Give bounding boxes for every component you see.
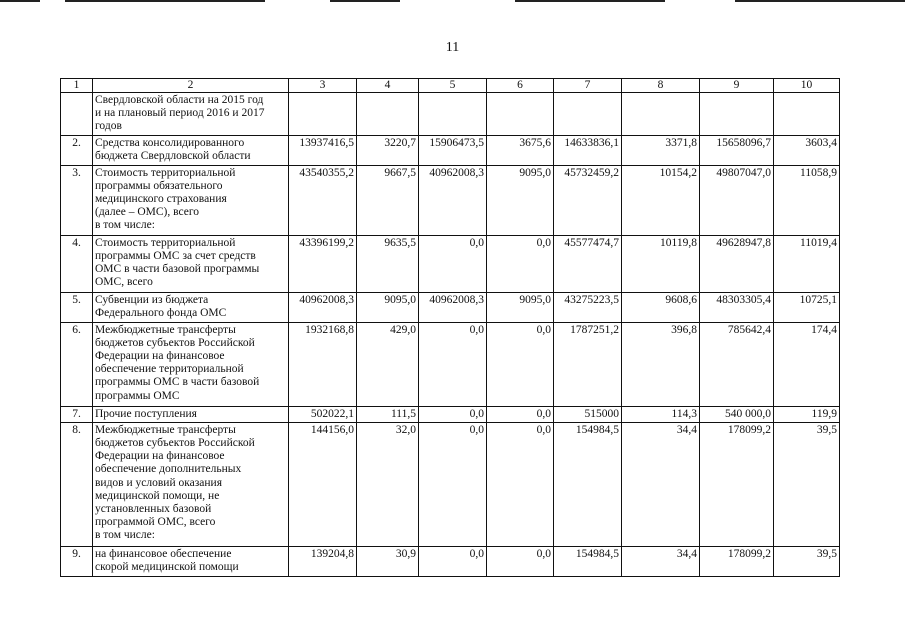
value-cell: 34,4 bbox=[622, 422, 700, 546]
table-row bbox=[61, 292, 840, 322]
value-cell: 45577474,7 bbox=[554, 235, 622, 292]
row-number bbox=[61, 93, 93, 136]
value-cell: 154984,5 bbox=[554, 422, 622, 546]
value-cell: 0,0 bbox=[487, 406, 554, 422]
value-cell: 3371,8 bbox=[622, 135, 700, 165]
value-cell: 49628947,8 bbox=[700, 235, 774, 292]
row-number: 8. bbox=[61, 422, 93, 546]
value-cell: 0,0 bbox=[419, 322, 487, 406]
value-cell: 11019,4 bbox=[774, 235, 840, 292]
scan-top-edge bbox=[0, 0, 905, 3]
table-row bbox=[61, 422, 840, 546]
value-cell: 10119,8 bbox=[622, 235, 700, 292]
value-cell bbox=[774, 93, 840, 136]
budget-table bbox=[60, 78, 840, 577]
row-number: 3. bbox=[61, 165, 93, 235]
value-cell: 30,9 bbox=[357, 546, 419, 576]
table-row bbox=[61, 546, 840, 576]
table-row bbox=[61, 165, 840, 235]
value-cell bbox=[419, 93, 487, 136]
header-cell: 10 bbox=[774, 79, 840, 93]
header-cell: 1 bbox=[61, 79, 93, 93]
value-cell: 139204,8 bbox=[289, 546, 357, 576]
value-cell: 40962008,3 bbox=[419, 292, 487, 322]
value-cell: 9635,5 bbox=[357, 235, 419, 292]
value-cell: 45732459,2 bbox=[554, 165, 622, 235]
value-cell: 0,0 bbox=[419, 422, 487, 546]
value-cell: 3675,6 bbox=[487, 135, 554, 165]
header-cell: 8 bbox=[622, 79, 700, 93]
value-cell: 178099,2 bbox=[700, 422, 774, 546]
row-description: Межбюджетные трансферты бюджетов субъектов Российской Федерации на финансовое обеспечение территориальной программы ОМС в части базовой программы ОМС bbox=[93, 322, 289, 406]
header-cell: 6 bbox=[487, 79, 554, 93]
row-number: 7. bbox=[61, 406, 93, 422]
row-number: 6. bbox=[61, 322, 93, 406]
table-row bbox=[61, 322, 840, 406]
value-cell: 0,0 bbox=[487, 546, 554, 576]
table-row bbox=[61, 135, 840, 165]
value-cell: 43540355,2 bbox=[289, 165, 357, 235]
value-cell: 34,4 bbox=[622, 546, 700, 576]
row-description: Межбюджетные трансферты бюджетов субъектов Российской Федерации на финансовое обеспечение дополнительных видов и условий оказания медицинской помощи, не установленных базовой программой ОМС, всего в том числе: bbox=[93, 422, 289, 546]
value-cell: 15906473,5 bbox=[419, 135, 487, 165]
value-cell: 13937416,5 bbox=[289, 135, 357, 165]
value-cell: 48303305,4 bbox=[700, 292, 774, 322]
value-cell: 11058,9 bbox=[774, 165, 840, 235]
row-description: Стоимость территориальной программы обязательного медицинского страхования (далее – ОМС), всего в том числе: bbox=[93, 165, 289, 235]
value-cell: 540 000,0 bbox=[700, 406, 774, 422]
value-cell: 40962008,3 bbox=[419, 165, 487, 235]
value-cell: 32,0 bbox=[357, 422, 419, 546]
value-cell: 502022,1 bbox=[289, 406, 357, 422]
value-cell: 39,5 bbox=[774, 422, 840, 546]
value-cell: 9095,0 bbox=[357, 292, 419, 322]
value-cell bbox=[700, 93, 774, 136]
row-number: 5. bbox=[61, 292, 93, 322]
page-number: 11 bbox=[445, 40, 460, 55]
row-number: 2. bbox=[61, 135, 93, 165]
table-row bbox=[61, 93, 840, 136]
value-cell: 9667,5 bbox=[357, 165, 419, 235]
header-cell: 4 bbox=[357, 79, 419, 93]
value-cell: 43396199,2 bbox=[289, 235, 357, 292]
header-row bbox=[61, 79, 840, 93]
row-description: Средства консолидированного бюджета Свердловской области bbox=[93, 135, 289, 165]
value-cell: 3220,7 bbox=[357, 135, 419, 165]
value-cell: 0,0 bbox=[487, 235, 554, 292]
value-cell: 15658096,7 bbox=[700, 135, 774, 165]
value-cell: 10725,1 bbox=[774, 292, 840, 322]
value-cell: 119,9 bbox=[774, 406, 840, 422]
row-number: 4. bbox=[61, 235, 93, 292]
row-description: Стоимость территориальной программы ОМС за счет средств ОМС в части базовой программы ОМС, всего bbox=[93, 235, 289, 292]
value-cell: 40962008,3 bbox=[289, 292, 357, 322]
value-cell: 154984,5 bbox=[554, 546, 622, 576]
value-cell: 43275223,5 bbox=[554, 292, 622, 322]
value-cell: 178099,2 bbox=[700, 546, 774, 576]
value-cell: 1932168,8 bbox=[289, 322, 357, 406]
header-cell: 2 bbox=[93, 79, 289, 93]
value-cell bbox=[622, 93, 700, 136]
value-cell: 14633836,1 bbox=[554, 135, 622, 165]
value-cell: 3603,4 bbox=[774, 135, 840, 165]
value-cell: 111,5 bbox=[357, 406, 419, 422]
row-description: Свердловской области на 2015 год и на плановый период 2016 и 2017 годов bbox=[93, 93, 289, 136]
value-cell: 785642,4 bbox=[700, 322, 774, 406]
value-cell: 429,0 bbox=[357, 322, 419, 406]
value-cell bbox=[487, 93, 554, 136]
value-cell: 9095,0 bbox=[487, 165, 554, 235]
value-cell: 39,5 bbox=[774, 546, 840, 576]
row-description: Субвенции из бюджета Федерального фонда ОМС bbox=[93, 292, 289, 322]
row-description: Прочие поступления bbox=[93, 406, 289, 422]
value-cell bbox=[289, 93, 357, 136]
value-cell bbox=[357, 93, 419, 136]
table-row bbox=[61, 406, 840, 422]
header-cell: 7 bbox=[554, 79, 622, 93]
value-cell: 174,4 bbox=[774, 322, 840, 406]
value-cell: 10154,2 bbox=[622, 165, 700, 235]
value-cell: 144156,0 bbox=[289, 422, 357, 546]
value-cell: 0,0 bbox=[419, 406, 487, 422]
value-cell: 0,0 bbox=[419, 546, 487, 576]
value-cell: 9095,0 bbox=[487, 292, 554, 322]
value-cell: 396,8 bbox=[622, 322, 700, 406]
row-description: на финансовое обеспечение скорой медицинской помощи bbox=[93, 546, 289, 576]
value-cell: 0,0 bbox=[487, 322, 554, 406]
value-cell: 515000 bbox=[554, 406, 622, 422]
value-cell bbox=[554, 93, 622, 136]
value-cell: 49807047,0 bbox=[700, 165, 774, 235]
value-cell: 0,0 bbox=[419, 235, 487, 292]
header-cell: 5 bbox=[419, 79, 487, 93]
value-cell: 9608,6 bbox=[622, 292, 700, 322]
row-number: 9. bbox=[61, 546, 93, 576]
header-cell: 9 bbox=[700, 79, 774, 93]
value-cell: 1787251,2 bbox=[554, 322, 622, 406]
value-cell: 0,0 bbox=[487, 422, 554, 546]
header-cell: 3 bbox=[289, 79, 357, 93]
table-row bbox=[61, 235, 840, 292]
value-cell: 114,3 bbox=[622, 406, 700, 422]
